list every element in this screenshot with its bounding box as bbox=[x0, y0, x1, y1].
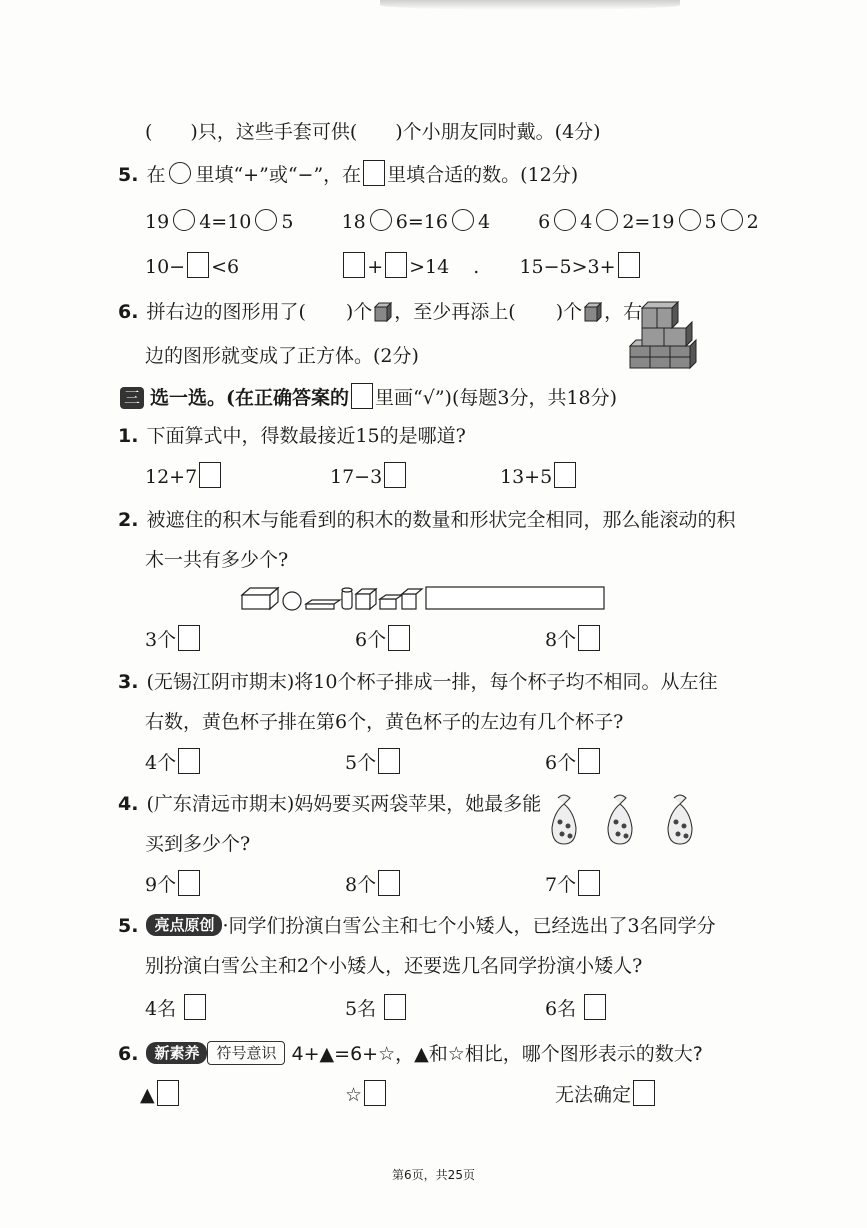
s3-option-2: 5个 bbox=[345, 748, 402, 777]
q6-line1: 6. 拼右边的图形用了( )个 ，至少再添上( )个 ，右 bbox=[118, 301, 643, 323]
triangle-icon: ▲ bbox=[140, 1084, 155, 1106]
s5-option-1: 4名 bbox=[145, 994, 208, 1023]
q6-line2: 边的图形就变成了正方体。(2分) bbox=[145, 345, 419, 367]
page-footer: 第6页，共25页 bbox=[392, 1168, 475, 1182]
s5-option-3: 6名 bbox=[545, 994, 608, 1023]
s1-option-1: 12+7 bbox=[145, 462, 223, 491]
s4-option-1: 9个 bbox=[145, 870, 202, 899]
s4-line1: 4. (广东清远市期末)妈妈要买两袋苹果，她最多能 bbox=[118, 793, 542, 815]
answer-box[interactable] bbox=[384, 994, 406, 1020]
s3-option-3: 6个 bbox=[545, 748, 602, 777]
answer-box[interactable] bbox=[184, 994, 206, 1020]
s4-option-2: 8个 bbox=[345, 870, 402, 899]
s2-line1: 2. 被遮住的积木与能看到的积木的数量和形状完全相同，那么能滚动的积 bbox=[118, 509, 736, 531]
s4-option-3: 7个 bbox=[545, 870, 602, 899]
answer-box[interactable] bbox=[584, 994, 606, 1020]
q4-tail-line: ( )只，这些手套可供( )个小朋友同时戴。(4分) bbox=[145, 121, 601, 143]
box-blank-icon bbox=[351, 383, 373, 409]
circle-blank-icon bbox=[169, 162, 191, 184]
q5-prompt: 5. 在 里填“+”或“−”，在 里填合适的数。(12分) bbox=[118, 160, 578, 189]
s2-option-2: 6个 bbox=[355, 625, 412, 654]
answer-box[interactable] bbox=[199, 462, 221, 488]
star-icon: ☆ bbox=[345, 1084, 363, 1106]
answer-box[interactable] bbox=[378, 748, 400, 774]
q5-row1: 19 4=10 5 18 6=16 4 6 4 2=19 5 2 bbox=[145, 211, 759, 233]
answer-circle[interactable] bbox=[554, 209, 576, 231]
answer-circle[interactable] bbox=[255, 209, 277, 231]
answer-circle[interactable] bbox=[452, 209, 474, 231]
scan-shadow bbox=[380, 0, 680, 10]
answer-box[interactable] bbox=[187, 252, 209, 278]
highlight-tag: 亮点原创 bbox=[146, 914, 222, 936]
answer-box[interactable] bbox=[178, 748, 200, 774]
answer-box[interactable] bbox=[618, 252, 640, 278]
apple-bags-figure bbox=[548, 792, 708, 848]
answer-box[interactable] bbox=[178, 625, 200, 651]
s3-line1: 3. (无锡江阴市期末)将10个杯子排成一排，每个杯子均不相同。从左往 bbox=[118, 671, 718, 693]
answer-box[interactable] bbox=[385, 252, 407, 278]
cube-stack-figure bbox=[628, 296, 698, 372]
s2-option-1: 3个 bbox=[145, 625, 202, 654]
s4-line2: 买到多少个? bbox=[145, 833, 251, 855]
answer-box[interactable] bbox=[578, 625, 600, 651]
symbol-sense-tag: 符号意识 bbox=[207, 1041, 285, 1065]
section3-header: 三 选一选。(在正确答案的 里画“√”)(每题3分，共18分) bbox=[120, 383, 617, 412]
cube-icon bbox=[584, 302, 602, 322]
s6-option-3: 无法确定 bbox=[555, 1080, 657, 1109]
s6-option-2 bbox=[345, 1080, 388, 1109]
box-blank-icon bbox=[363, 160, 385, 186]
answer-box[interactable] bbox=[388, 625, 410, 651]
answer-box[interactable] bbox=[178, 870, 200, 896]
answer-box[interactable] bbox=[343, 252, 365, 278]
q5-row2: 10− <6 + >14 . 15−5>3+ bbox=[145, 252, 642, 281]
s3-option-1: 4个 bbox=[145, 748, 202, 777]
answer-circle[interactable] bbox=[370, 209, 392, 231]
answer-circle[interactable] bbox=[679, 209, 701, 231]
s5-line1: 5. 亮点原创 ·同学们扮演白雪公主和七个小矮人，已经选出了3名同学分 bbox=[118, 915, 716, 937]
answer-box[interactable] bbox=[157, 1080, 179, 1106]
answer-circle[interactable] bbox=[721, 209, 743, 231]
answer-box[interactable] bbox=[378, 870, 400, 896]
answer-circle[interactable] bbox=[596, 209, 618, 231]
s6-option-1 bbox=[140, 1080, 181, 1109]
answer-circle[interactable] bbox=[173, 209, 195, 231]
s5-option-2: 5名 bbox=[345, 994, 408, 1023]
s1-option-2: 17−3 bbox=[330, 462, 408, 491]
new-literacy-tag: 新素养 bbox=[146, 1042, 207, 1064]
answer-box[interactable] bbox=[578, 748, 600, 774]
answer-box[interactable] bbox=[578, 870, 600, 896]
blocks-figure bbox=[240, 585, 610, 613]
s2-option-3: 8个 bbox=[545, 625, 602, 654]
section-number-icon: 三 bbox=[120, 387, 144, 409]
s1-option-3: 13+5 bbox=[500, 462, 578, 491]
s1-question: 1. 下面算式中，得数最接近15的是哪道? bbox=[118, 425, 466, 447]
s5-line2: 别扮演白雪公主和2个小矮人，还要选几名同学扮演小矮人? bbox=[145, 955, 643, 977]
s2-line2: 木一共有多少个? bbox=[145, 549, 289, 571]
cube-icon bbox=[374, 302, 392, 322]
s6-line1: 6. 新素养 符号意识 4+▲=6+☆，▲和☆相比，哪个图形表示的数大? bbox=[118, 1043, 703, 1065]
answer-box[interactable] bbox=[384, 462, 406, 488]
answer-box[interactable] bbox=[364, 1080, 386, 1106]
s3-line2: 右数，黄色杯子排在第6个，黄色杯子的左边有几个杯子? bbox=[145, 711, 624, 733]
answer-box[interactable] bbox=[554, 462, 576, 488]
answer-box[interactable] bbox=[633, 1080, 655, 1106]
